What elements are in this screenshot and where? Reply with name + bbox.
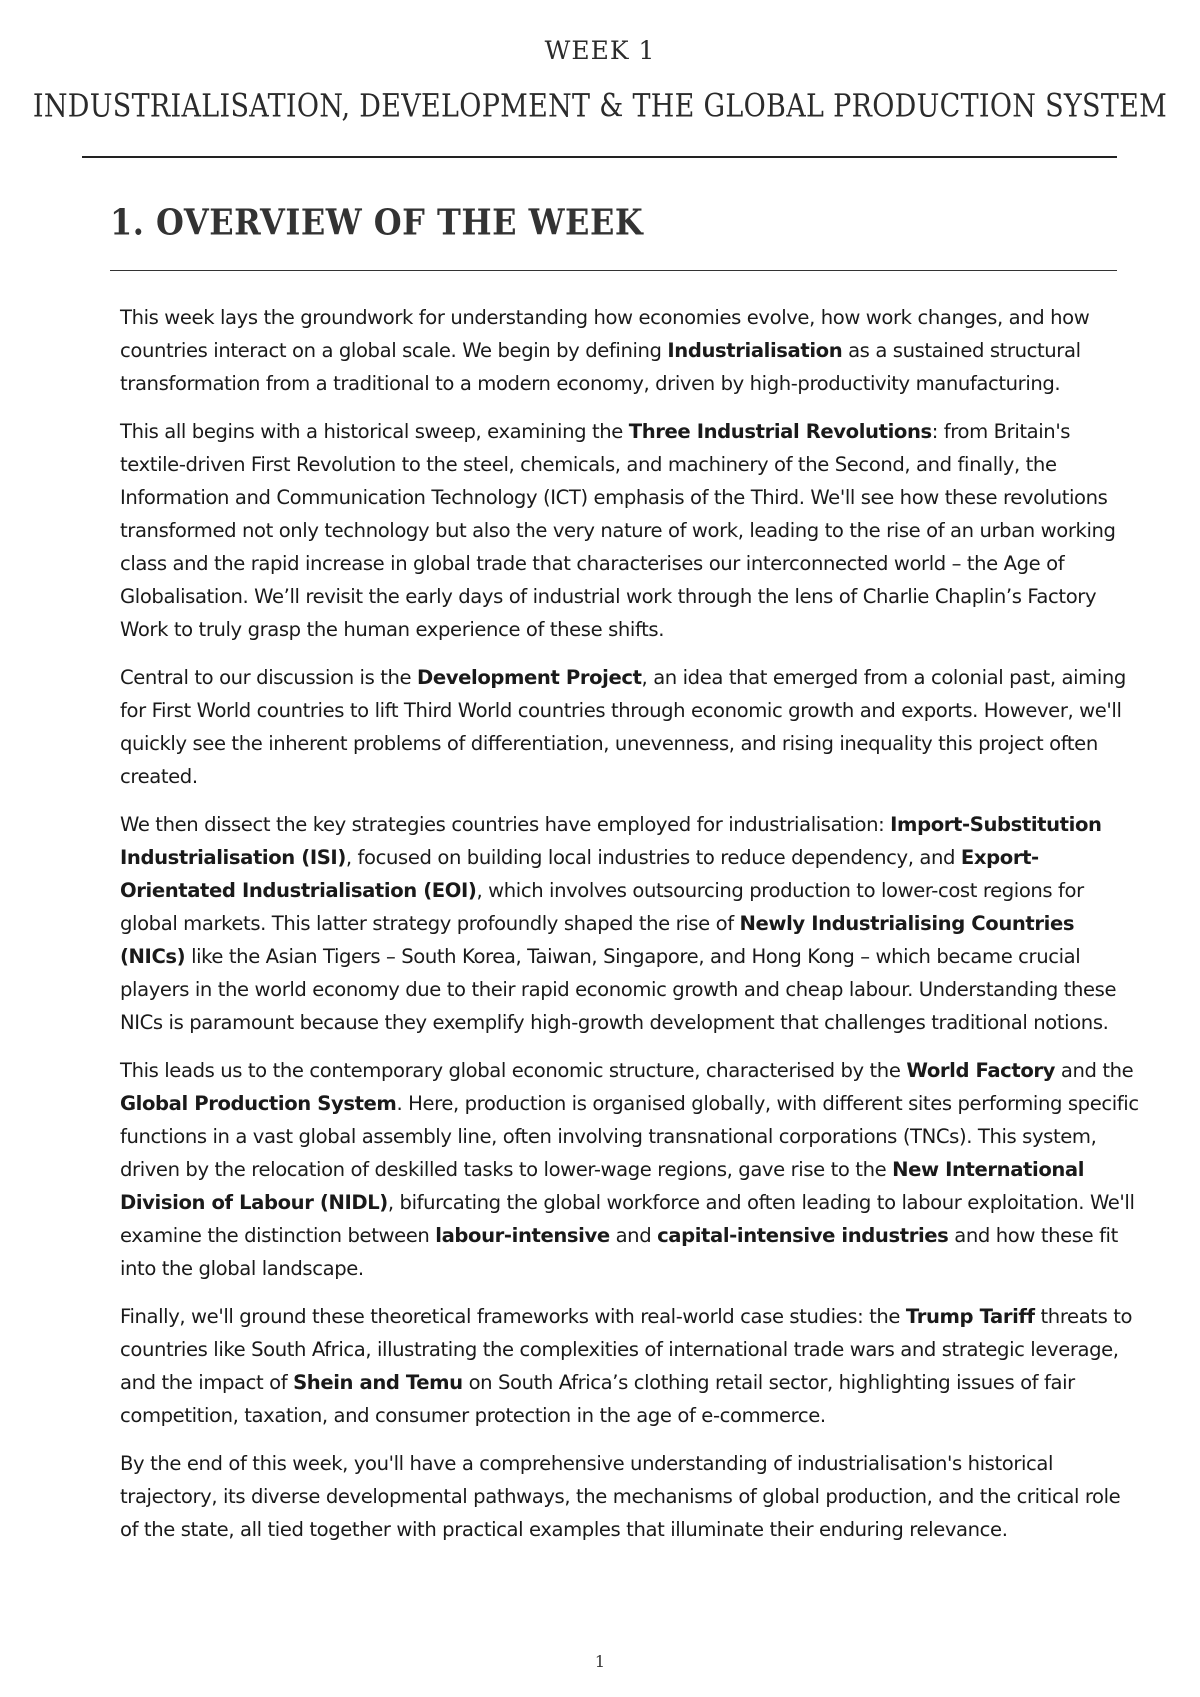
key-term: Export-Orientated Industrialisation (EOI)	[120, 846, 1039, 902]
section-heading: 1. OVERVIEW OF THE WEEK	[110, 201, 644, 244]
text-run: threats to countries like South Africa, illustrating the complexities of international trade wars and strategic leverage, and the impact of	[120, 1305, 1133, 1394]
text-run: Central to our discussion is the	[120, 666, 417, 689]
section-divider	[110, 270, 1117, 271]
text-run: : from Britain's textile-driven First Revolution to the steel, chemicals, and machinery of the Second, and finally, the Information and Communication Technology (ICT) emphasis of the Third. We'll see how these revolutions transformed not only technology but also the very nature of work, leading to the rise of an urban working class and the rapid increase in global trade that characterises our interconnected world – the Age of Globalisation. We’ll revisit the early days of industrial work through the lens of Charlie Chaplin’s Factory Work to truly grasp the human experience of these shifts.	[120, 420, 1116, 641]
key-term: Development Project	[417, 666, 642, 689]
key-term: World Factory	[906, 1059, 1056, 1082]
title-divider	[82, 156, 1117, 158]
text-run: This week lays the groundwork for understanding how economies evolve, how work changes, and how countries interact on a global scale. We begin by defining	[120, 306, 1090, 362]
paragraph-development-project	[120, 661, 1140, 793]
paragraph-intro	[120, 301, 1140, 400]
text-run: and	[609, 1224, 658, 1247]
key-term: Three Industrial Revolutions	[628, 420, 932, 443]
text-run: . Here, production is organised globally, with different sites performing specific functions in a vast global assembly line, often involving transnational corporations (TNCs). This system, driven by the relocation of deskilled tasks to lower-wage regions, gave rise to the	[120, 1092, 1139, 1181]
key-term: New International Division of Labour (NIDL)	[120, 1158, 1085, 1214]
text-run: like the Asian Tigers – South Korea, Taiwan, Singapore, and Hong Kong – which became crucial players in the world economy due to their rapid economic growth and cheap labour. Understanding these NICs is paramount because they exemplify high-growth development that challenges traditional notions.	[120, 945, 1117, 1034]
text-run: on South Africa’s clothing retail sector, highlighting issues of fair competition, taxation, and consumer protection in the age of e-commerce.	[120, 1371, 1075, 1427]
text-run: as a sustained structural transformation from a traditional to a modern economy, driven by high-productivity manufacturing.	[120, 339, 1081, 395]
text-run: We then dissect the key strategies countries have employed for industrialisation:	[120, 813, 891, 836]
key-term: labour-intensive	[435, 1224, 610, 1247]
text-run: Finally, we'll ground these theoretical frameworks with real-world case studies: the	[120, 1305, 906, 1328]
paragraph-revolutions	[120, 415, 1140, 646]
paragraph-global-production	[120, 1054, 1140, 1285]
text-run: and the	[1055, 1059, 1134, 1082]
document-title: INDUSTRIALISATION, DEVELOPMENT & THE GLOBAL PRODUCTION SYSTEM	[32, 88, 1168, 125]
paragraph-strategies	[120, 808, 1140, 1039]
key-term: Newly Industrialising Countries (NICs)	[120, 912, 1075, 968]
text-run: , an idea that emerged from a colonial past, aiming for First World countries to lift Third World countries through economic growth and exports. However, we'll quickly see the inherent problems of differentiation, unevenness, and rising inequality this project often created.	[120, 666, 1126, 788]
key-term: Trump Tariff	[905, 1305, 1035, 1328]
key-term: Shein and Temu	[293, 1371, 463, 1394]
week-label: WEEK 1	[544, 36, 656, 65]
key-term: capital-intensive industries	[657, 1224, 949, 1247]
text-run: , which involves outsourcing production to lower-cost regions for global markets. This latter strategy profoundly shaped the rise of	[120, 879, 1084, 935]
text-run: This leads us to the contemporary global economic structure, characterised by the	[120, 1059, 907, 1082]
text-run: , bifurcating the global workforce and often leading to labour exploitation. We'll examine the distinction between	[120, 1191, 1135, 1247]
key-term: Industrialisation	[667, 339, 843, 362]
key-term: Global Production System	[120, 1092, 397, 1115]
paragraph-case-studies	[120, 1300, 1140, 1432]
text-run: By the end of this week, you'll have a comprehensive understanding of industrialisation's historical trajectory, its diverse developmental pathways, the mechanisms of global production, and the critical role of the state, all tied together with practical examples that illuminate their enduring relevance.	[120, 1452, 1121, 1541]
key-term: Import-Substitution Industrialisation (ISI)	[120, 813, 1102, 869]
page-number: 1	[594, 1652, 606, 1671]
body-text	[120, 301, 1140, 1561]
text-run: This all begins with a historical sweep, examining the	[120, 420, 629, 443]
text-run: , focused on building local industries to reduce dependency, and	[345, 846, 961, 869]
text-run: and how these fit into the global landscape.	[120, 1224, 1118, 1280]
paragraph-conclusion	[120, 1447, 1140, 1546]
